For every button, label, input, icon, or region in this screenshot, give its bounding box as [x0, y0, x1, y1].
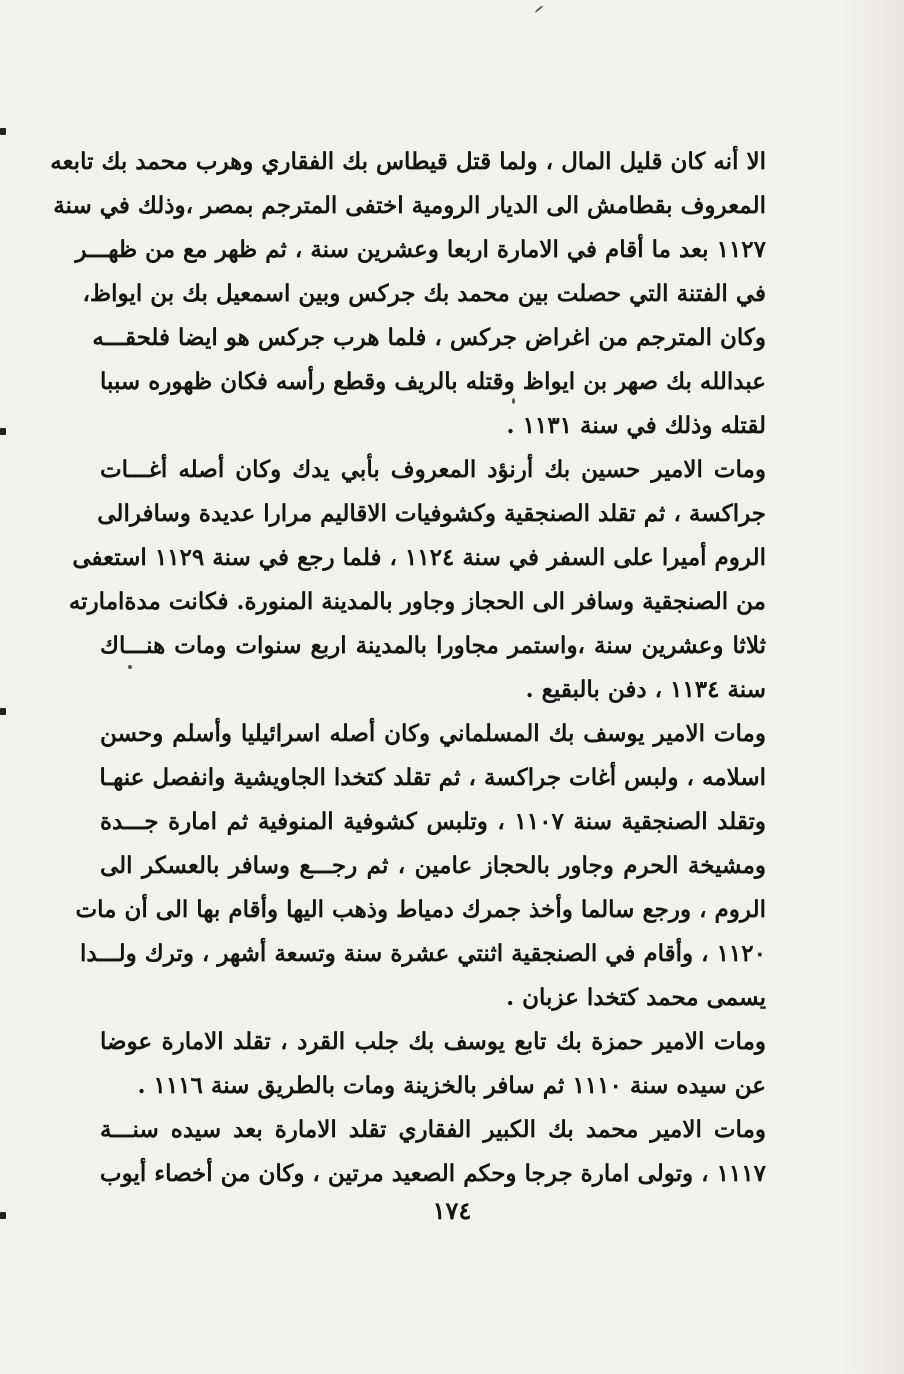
scan-speck	[535, 5, 544, 13]
text-line: وتقلد الصنجقية سنة ١١٠٧ ، وتلبس كشوفية المنوفية ثم امارة جـــدة	[100, 808, 766, 835]
text-line: ثلاثا وعشرين سنة ،واستمر مجاورا بالمدينة اربع سنوات ومات هنـــاك	[100, 632, 766, 659]
text-line: من الصنجقية وسافر الى الحجاز وجاور بالمدينة المنورة. فكانت مدةامارته	[68, 588, 766, 615]
page-number: ١٧٤	[432, 1196, 472, 1225]
text-line: الروم ، ورجع سالما وأخذ جمرك دمياط وذهب اليها وأقام بها الى أن مات	[75, 896, 766, 923]
text-line: سنة ١١٣٤ ، دفن بالبقيع .	[525, 676, 766, 703]
binding-mark	[0, 708, 6, 715]
text-line: عبدالله بك صهر بن ايواظ وقتله بالريف وقطع رأسه فكان ظهوره سببا	[100, 368, 766, 395]
text-line: ومات الامير محمد بك الكبير الفقاري تقلد الامارة بعد سيده سنـــة	[100, 1116, 766, 1143]
text-line: ١١٢٧ بعد ما أقام في الامارة اربعا وعشرين سنة ، ثم ظهر مع من ظهـــر	[75, 236, 766, 263]
text-line: عن سيده سنة ١١١٠ ثم سافر بالخزينة ومات بالطريق سنة ١١١٦ .	[137, 1072, 766, 1099]
text-line: الا أنه كان قليل المال ، ولما قتل قيطاس بك الفقاري وهرب محمد بك تابعه	[50, 148, 766, 175]
binding-mark	[0, 428, 6, 435]
text-line: ١١١٧ ، وتولى امارة جرجا وحكم الصعيد مرتين ، وكان من أخصاء أيوب	[99, 1160, 766, 1187]
text-line: ومات الامير حمزة بك تابع يوسف بك جلب القرد ، تقلد الامارة عوضا	[100, 1028, 766, 1055]
text-line: جراكسة ، ثم تقلد الصنجقية وكشوفيات الاقاليم مرارا عديدة وسافرالى	[97, 500, 766, 527]
text-line: ومات الامير حسين بك أرنؤد المعروف بأبي يدك وكان أصله أغـــات	[100, 456, 766, 483]
text-line: لقتله وذلك في سنة ١١٣١ .	[506, 412, 766, 439]
text-line: اسلامه ، ولبس أغات جراكسة ، ثم تقلد كتخدا الجاويشية وانفصل عنهـا	[99, 764, 766, 791]
text-line: المعروف بقطامش الى الديار الرومية اختفى المترجم بمصر ،وذلك في سنة	[53, 192, 766, 219]
text-line: في الفتنة التي حصلت بين محمد بك جركس وبين اسمعيل بك بن ايواظ،	[82, 280, 766, 307]
text-line: ١١٢٠ ، وأقام في الصنجقية اثنتي عشرة سنة وتسعة أشهر ، وترك ولـــدا	[79, 940, 766, 967]
text-line: ومات الامير يوسف بك المسلماني وكان أصله اسرائيليا وأسلم وحسن	[100, 720, 766, 747]
text-line: الروم أميرا على السفر في سنة ١١٢٤ ، فلما رجع في سنة ١١٢٩ استعفى	[72, 544, 766, 571]
text-line: ومشيخة الحرم وجاور بالحجاز عامين ، ثم رجـــع وسافر بالعسكر الى	[100, 852, 766, 879]
text-line: وكان المترجم من اغراض جركس ، فلما هرب جركس هو ايضا فلحقـــه	[92, 324, 766, 351]
text-line: يسمى محمد كتخدا عزبان .	[506, 984, 766, 1011]
binding-mark	[0, 128, 6, 135]
body-text	[50, 140, 766, 1196]
page-edge-shade	[844, 0, 904, 1374]
